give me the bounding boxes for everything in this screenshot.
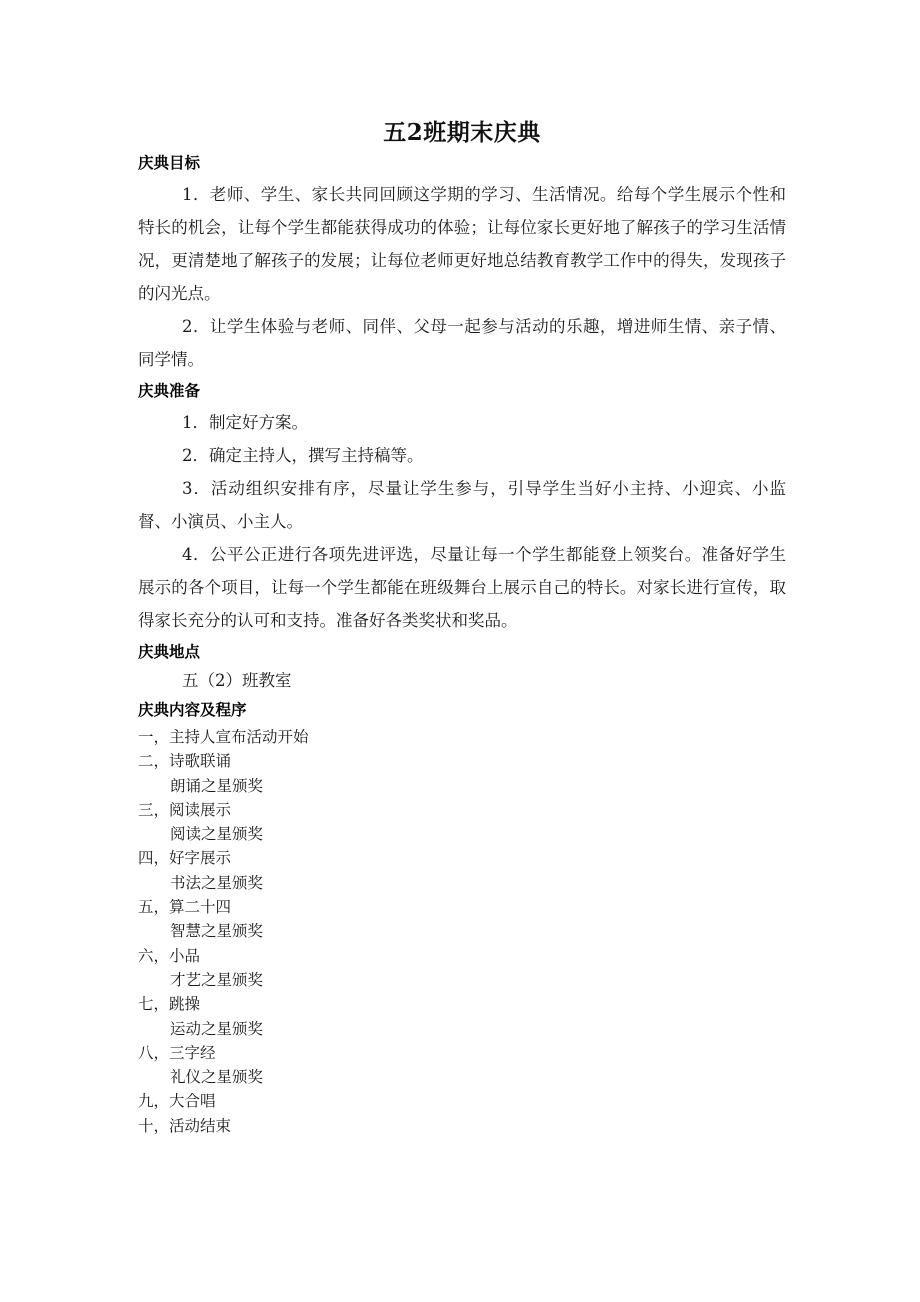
program-award: 智慧之星颁奖 <box>170 922 264 941</box>
program-item: 三，阅读展示 <box>138 800 232 819</box>
program-award: 礼仪之星颁奖 <box>170 1068 264 1087</box>
page-title: 五2班期末庆典 <box>383 119 541 146</box>
program-item: 八，三字经 <box>138 1043 216 1062</box>
program-award: 才艺之星颁奖 <box>170 970 264 989</box>
preparation-item-3: 3．活动组织安排有序，尽量让学生参与，引导学生当好小主持、小迎宾、小监督、小演员、小主人。 <box>138 479 786 531</box>
preparation-item-2: 2．确定主持人，撰写主持稿等。 <box>182 446 424 465</box>
program-item: 九，大合唱 <box>138 1092 216 1111</box>
section-preparation <box>138 376 786 637</box>
program-item: 十，活动结束 <box>138 1116 232 1135</box>
section-heading-venue: 庆典地点 <box>138 643 201 661</box>
program-item: 五，算二十四 <box>138 898 232 917</box>
program-item: 一，主持人宣布活动开始 <box>138 728 309 746</box>
section-objectives <box>138 148 786 376</box>
section-heading-objectives: 庆典目标 <box>138 154 201 172</box>
section-heading-preparation: 庆典准备 <box>138 382 201 400</box>
objective-item-1: 1．老师、学生、家长共同回顾这学期的学习、生活情况。给每个学生展示个性和特长的机会，让每个学生都能获得成功的体验；让每位家长更好地了解孩子的学习生活情况，更清楚地了解孩子的发展；让每位老师更好地总结教育教学工作中的得失，发现孩子的闪光点。 <box>138 185 786 303</box>
program-item: 六，小品 <box>138 946 201 965</box>
document-content <box>138 0 786 1138</box>
program-award: 书法之星颁奖 <box>170 873 264 892</box>
program-item: 四，好字展示 <box>138 849 232 868</box>
program-item: 七，跳操 <box>138 995 201 1014</box>
program-award: 运动之星颁奖 <box>170 1019 264 1038</box>
section-heading-program: 庆典内容及程序 <box>138 701 247 719</box>
objective-item-2: 2．让学生体验与老师、同伴、父母一起参与活动的乐趣，增进师生情、亲子情、同学情。 <box>138 317 786 369</box>
section-program <box>138 695 786 1138</box>
program-award: 朗诵之星颁奖 <box>170 776 264 795</box>
section-venue <box>138 637 786 695</box>
program-award: 阅读之星颁奖 <box>170 825 264 844</box>
preparation-item-1: 1．制定好方案。 <box>182 413 308 432</box>
venue-value: 五（2）班教室 <box>182 671 292 690</box>
program-item: 二，诗歌联诵 <box>138 752 232 771</box>
program-list <box>138 725 786 1138</box>
preparation-item-4: 4．公平公正进行各项先进评选，尽量让每一个学生都能登上领奖台。准备好学生展示的各个项目，让每一个学生都能在班级舞台上展示自己的特长。对家长进行宣传，取得家长充分的认可和支持。准备好各类奖状和奖品。 <box>138 545 786 630</box>
